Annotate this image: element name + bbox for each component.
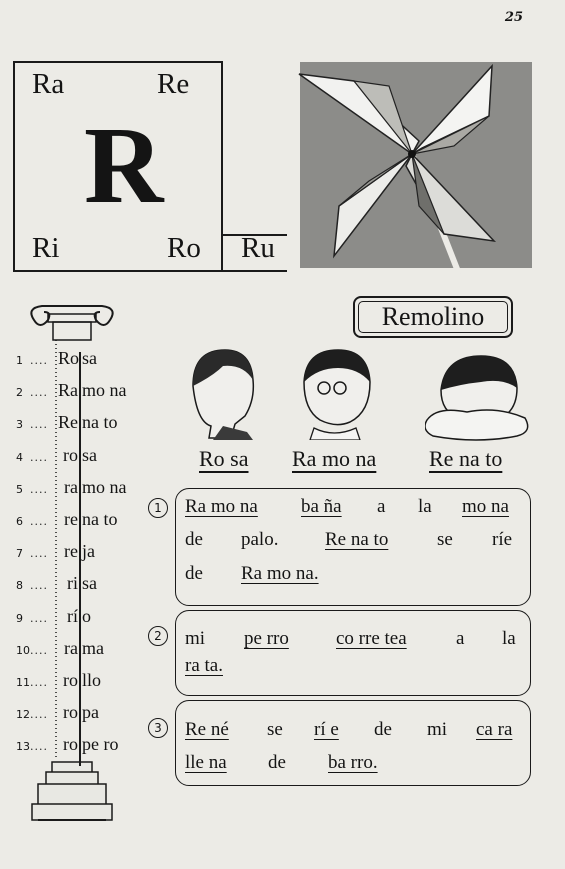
sentence-word: ra ta. xyxy=(185,655,223,676)
word-list-rest: mo na xyxy=(82,380,127,401)
sentence-word: lle na xyxy=(185,752,227,773)
sentence-word: co rre tea xyxy=(336,628,407,649)
word-list-leader: .... xyxy=(30,579,48,593)
sentence-word: ríe xyxy=(492,529,513,550)
title-badge xyxy=(353,296,513,338)
word-list-number: 11 xyxy=(16,676,30,689)
word-list-rest: sa xyxy=(82,348,97,368)
word-list-first-syllable: ro xyxy=(63,670,78,690)
sentence-word: se xyxy=(267,719,283,740)
word-list-rest: o xyxy=(82,605,91,626)
word-list-row xyxy=(16,638,156,662)
word-list-number: 6 xyxy=(16,515,23,528)
portrait-rosa xyxy=(183,346,255,440)
word-list-row xyxy=(16,541,156,565)
word-list-leader: .... xyxy=(30,740,48,754)
sentence-number-3: 3 xyxy=(148,718,168,738)
pinwheel-image xyxy=(294,56,538,274)
word-list-number: 10 xyxy=(16,643,30,657)
sentence-word: mo na xyxy=(462,496,509,517)
word-list-first-syllable: ro xyxy=(63,444,78,465)
word-list-first-syllable: ro xyxy=(63,734,78,755)
word-list-first-syllable: ro xyxy=(63,702,78,723)
sentence-word: de xyxy=(374,719,392,740)
word-list-row xyxy=(16,670,156,694)
big-letter: R xyxy=(84,104,164,226)
word-list-leader: .... xyxy=(30,515,48,528)
word-list-first-syllable: ra xyxy=(64,476,78,497)
word-list-number: 4 xyxy=(16,450,23,464)
word-list-first-syllable: Re xyxy=(58,412,78,433)
sentence-word: pe rro xyxy=(244,628,289,649)
word-list-row xyxy=(16,445,156,469)
word-list-leader: .... xyxy=(30,547,48,561)
word-list-first-syllable: Ra xyxy=(58,380,78,401)
sentence-word: Ra mo na. xyxy=(241,563,319,584)
word-list-number: 2 xyxy=(16,386,23,400)
word-list-first-syllable: Ro xyxy=(58,348,80,368)
sentence-word: ca ra xyxy=(476,719,513,740)
sentence-word: Re né xyxy=(185,719,229,740)
sentence-word: palo. xyxy=(241,529,279,550)
syllable-ri: Ri xyxy=(32,232,60,264)
word-list-leader: .... xyxy=(30,386,48,400)
word-list-first-syllable: re xyxy=(64,541,78,562)
word-list-row xyxy=(16,702,156,726)
syllable-ro: Ro xyxy=(167,232,201,264)
caption-renato: Re na to xyxy=(429,446,503,471)
word-list-rest: pa xyxy=(82,702,99,723)
sentence-word: mi xyxy=(427,719,448,740)
syllable-re: Re xyxy=(157,68,190,100)
word-list-rest: ja xyxy=(82,541,95,562)
word-list-row xyxy=(16,606,156,630)
sentence-word: de xyxy=(185,563,203,584)
sentence-word: se xyxy=(437,529,453,550)
word-list-leader: .... xyxy=(30,708,48,722)
caption-rosa: Ro sa xyxy=(199,446,249,471)
sentence-word: a xyxy=(456,628,465,649)
word-list-leader: .... xyxy=(30,450,48,464)
word-list-first-syllable: ri xyxy=(67,573,78,594)
word-list-row xyxy=(16,509,156,533)
page-number: 25 xyxy=(504,10,523,25)
word-list-row xyxy=(16,573,156,597)
syllable-ra: Ra xyxy=(32,68,65,100)
sentence-word: la xyxy=(418,496,432,517)
word-list-row xyxy=(16,380,156,404)
page-title: Remolino xyxy=(358,301,508,333)
sentence-word: de xyxy=(268,752,286,773)
sentence-word: rí e xyxy=(314,719,339,740)
sentence-word: la xyxy=(502,628,516,649)
word-list-number: 1 xyxy=(16,354,23,367)
sentence-number-2: 2 xyxy=(148,626,168,646)
word-list-leader: .... xyxy=(30,611,48,625)
word-list-number: 5 xyxy=(16,482,23,496)
caption-ramona: Ra mo na xyxy=(292,446,377,471)
sentence-word: de xyxy=(185,529,203,550)
word-list-rest: llo xyxy=(82,670,102,690)
sentence-word: a xyxy=(377,496,386,517)
word-list-row xyxy=(16,477,156,501)
word-list-first-syllable: re xyxy=(64,509,78,529)
word-list-number: 7 xyxy=(16,547,23,561)
word-list-first-syllable: ra xyxy=(64,637,78,658)
word-list-rest: ma xyxy=(82,637,104,658)
portrait-renato xyxy=(425,350,533,442)
sentence-word: ba rro. xyxy=(328,752,378,773)
syllable-ru: Ru xyxy=(241,232,275,264)
word-list-number: 12 xyxy=(16,708,30,722)
sentence-word: mi xyxy=(185,628,206,649)
sentence-word: Ra mo na xyxy=(185,496,258,517)
word-list-leader: .... xyxy=(30,643,48,657)
word-list-number: 9 xyxy=(16,611,23,625)
sentence-word: ba ña xyxy=(301,496,342,517)
word-list-row xyxy=(16,734,156,758)
word-list-number: 8 xyxy=(16,579,23,593)
word-list-rest: na to xyxy=(82,509,118,529)
word-list-rest: na to xyxy=(82,412,118,433)
sentence-number-1: 1 xyxy=(148,498,168,518)
portrait-ramona xyxy=(296,346,374,440)
word-list-number: 13 xyxy=(16,740,30,754)
word-list-row xyxy=(16,348,156,372)
word-list-rest: pe ro xyxy=(82,734,119,755)
sentence-word: Re na to xyxy=(325,529,389,550)
word-list-leader: .... xyxy=(30,354,48,367)
word-list-row xyxy=(16,412,156,436)
word-list-first-syllable: rí xyxy=(67,605,78,626)
word-list-rest: mo na xyxy=(82,476,127,497)
sentence-box-2 xyxy=(175,610,531,696)
word-list-leader: .... xyxy=(30,482,48,496)
word-list-leader: .... xyxy=(30,418,48,432)
word-list-number: 3 xyxy=(16,418,23,432)
word-list-leader: .... xyxy=(30,676,48,689)
word-list-rest: sa xyxy=(82,573,97,594)
word-list-rest: sa xyxy=(82,444,97,465)
